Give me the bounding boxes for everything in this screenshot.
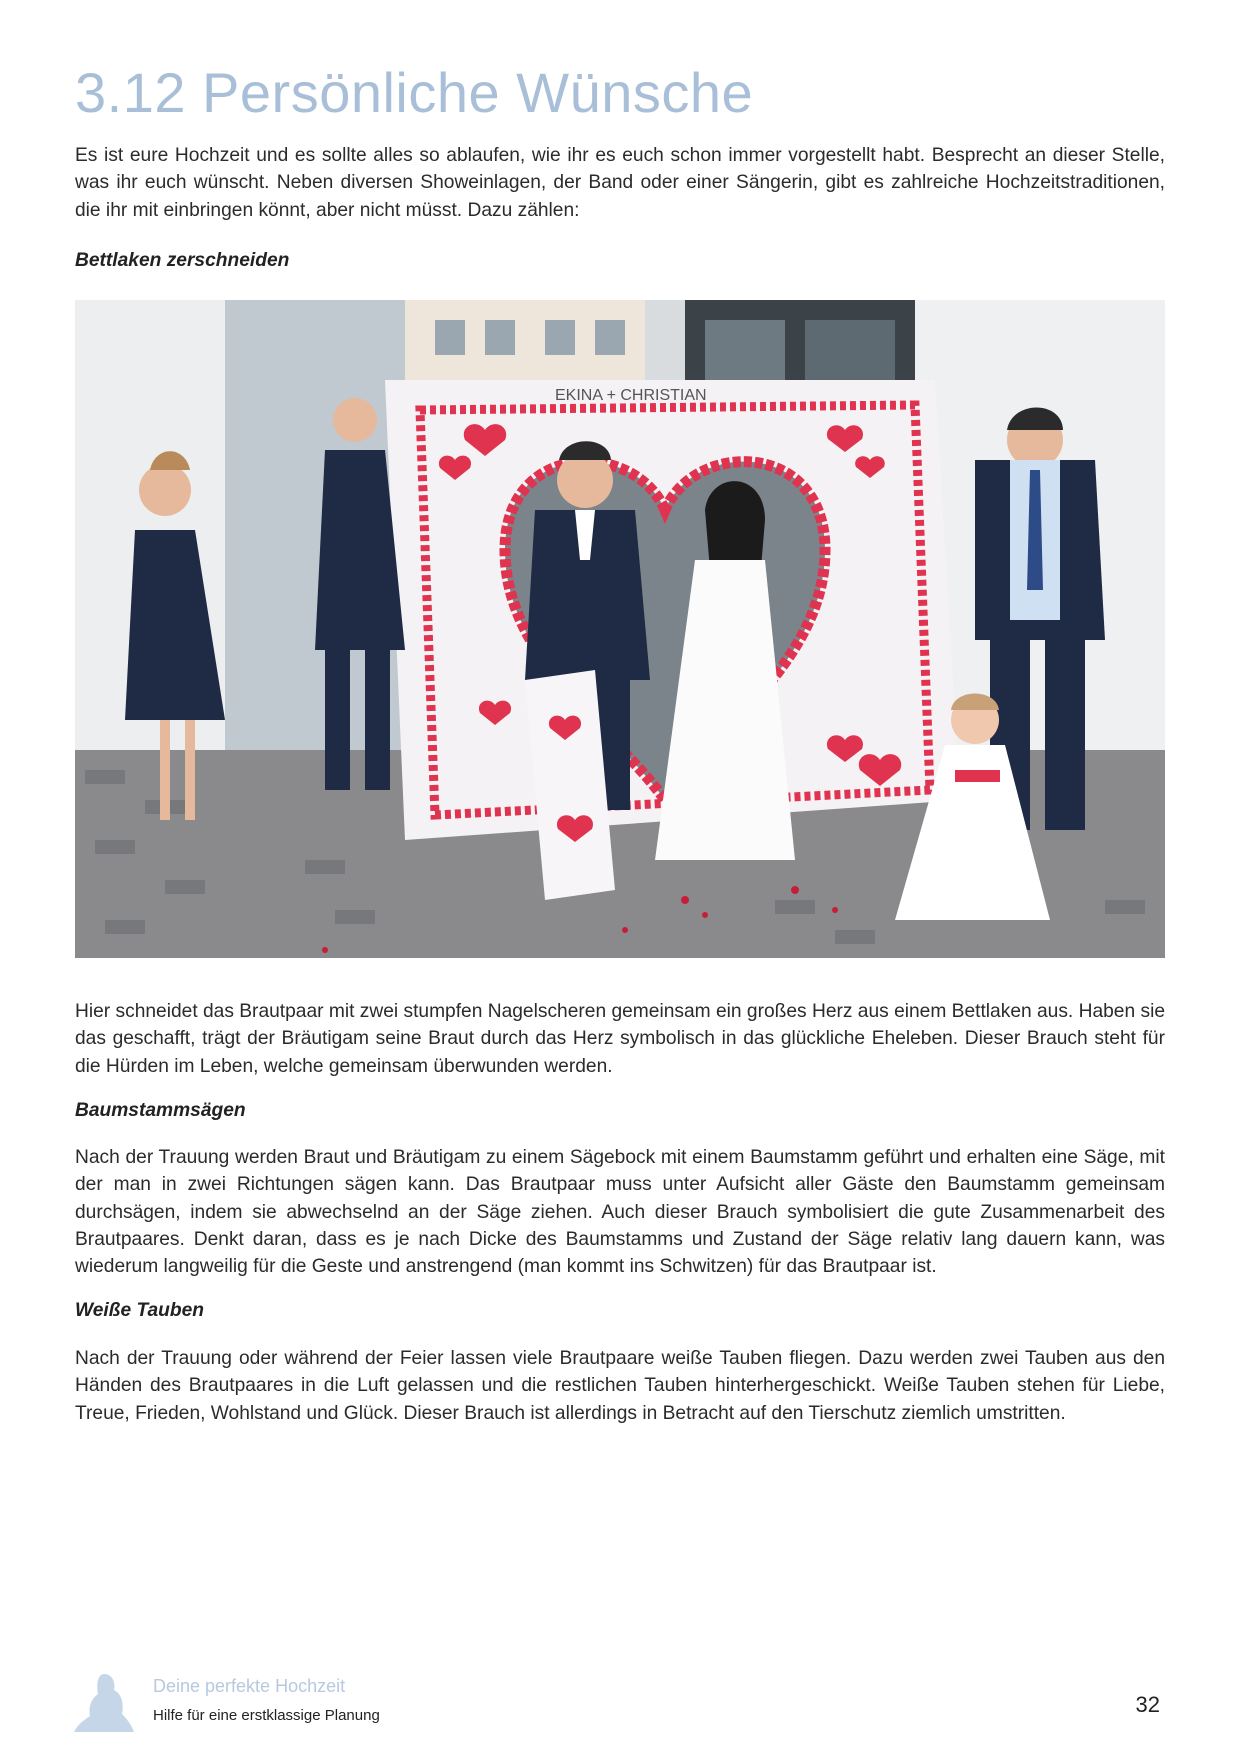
intro-paragraph: Es ist eure Hochzeit und es sollte alles so ablaufen, wie ihr es euch schon immer vorgestellt habt. Besprecht an dieser Stelle, was ihr euch wünscht. Neben diversen Showeinlagen, der Band oder einer Sängerin, gibt es zahlreiche Hochzeitstraditionen, die ihr mit einbringen könnt, aber nicht müsst. Dazu zählen: — [75, 145, 1165, 221]
section-text-bettlaken: Hier schneidet das Brautpaar mit zwei stumpfen Nagelscheren gemeinsam ein großes Herz aus einem Bettlaken aus. Haben sie das geschafft, trägt der Bräutigam seine Braut durch das Herz symbolisch in das glückliche Eheleben. Dieser Brauch steht für die Hürden im Leben, welche gemeinsam überwunden werden. — [75, 1001, 1165, 1077]
couple-silhouette-icon — [74, 1670, 134, 1734]
footer-tagline: Hilfe für eine erstklassige Planung — [153, 1707, 380, 1724]
section-text-tauben: Nach der Trauung oder während der Feier lassen viele Brautpaare weiße Tauben fliegen. Dazu werden zwei Tauben aus den Händen des Brautpaares in die Luft gelassen und die restlichen Tauben hinterhergeschickt. Weiße Tauben stehen für Liebe, Treue, Frieden, Wohlstand und Glück. Dieser Brauch ist allerdings in Betracht auf den Tierschutz ziemlich umstritten. — [75, 1348, 1165, 1424]
wedding-photo-illustration — [75, 300, 1165, 958]
wedding-photo — [75, 300, 1165, 958]
section-text-baumstamm: Nach der Trauung werden Braut und Bräutigam zu einem Sägebock mit einem Baumstamm geführt und erhalten eine Säge, mit der man in zwei Richtungen sägen kann. Das Brautpaar muss unter Aufsicht aller Gäste den Baumstamm gemeinsam durchsägen, indem sie abwechselnd an der Säge ziehen. Auch dieser Brauch symbolisiert die gute Zusammenarbeit des Brautpaares. Denkt daran, dass es je nach Dicke des Baumstamms und Zustand der Säge relativ lang dauern kann, was wiederum langweilig für die Geste und anstrengend (man kommt ins Schwitzen) für das Brautpaar ist. — [75, 1147, 1165, 1278]
page-number: 32 — [1135, 1692, 1160, 1717]
sheet-names-text: EKINA + CHRISTIAN — [555, 387, 707, 404]
footer-brand: Deine perfekte Hochzeit — [153, 1676, 346, 1696]
section-heading-bettlaken: Bettlaken zerschneiden — [75, 250, 290, 271]
page-title: 3.12 Persönliche Wünsche — [75, 61, 754, 124]
section-heading-tauben: Weiße Tauben — [75, 1300, 204, 1321]
section-heading-baumstamm: Baumstammsägen — [75, 1100, 246, 1121]
